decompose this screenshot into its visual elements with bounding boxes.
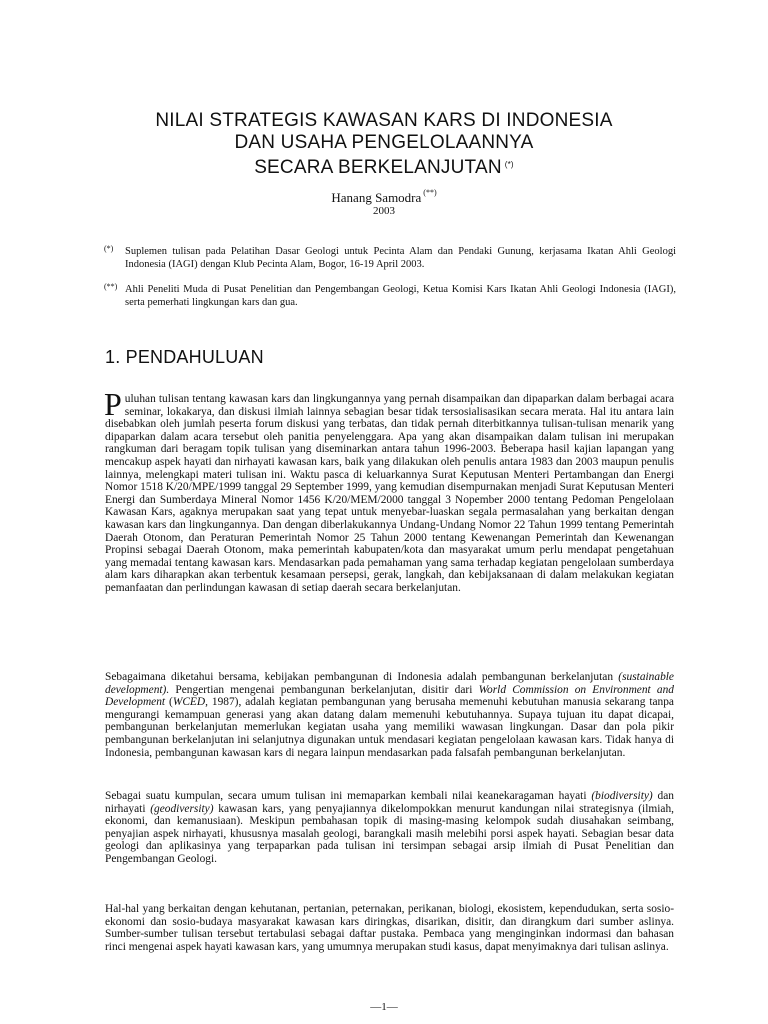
- title-footnote-mark: (*): [504, 160, 514, 169]
- paragraph-3: [105, 790, 674, 866]
- paragraph-3-italic-term: (biodiversity): [591, 790, 653, 802]
- paragraph-2-segment: (: [169, 696, 173, 709]
- paragraph-4-text: Hal-hal yang berkaitan dengan kehutanan, pertanian, peternakan, perikanan, biologi, ekosistem, kependudukan, serta sosio-ekonomi dan sosio-budaya masyarakat kawasan kars diringkas, disarikan, disitir, dan dirangkum dari sumber aslinya. Sumber-sumber tulisan tersebut tertabulasi sebagai daftar pustaka. Pembaca yang menginginkan indormasi dan bahasan rinci mengenai aspek hayati kawasan kars, yang umumnya merupakan studi kasus, dapat menyimaknya dari tulisan aslinya.: [105, 903, 674, 953]
- title-line-3-text: SECARA BERKELANJUTAN: [254, 157, 502, 178]
- paragraph-2-segment: Sebagaimana diketahui bersama, kebijakan pembangunan di Indonesia adalah pembangunan berkelanjutan: [105, 671, 614, 683]
- footnote-1-text: Suplemen tulisan pada Pelatihan Dasar Geologi untuk Pecinta Alam dan Pendaki Gunung, kerjasama Ikatan Ahli Geologi Indonesia (IAGI) dengan Klub Pecinta Alam, Bogor, 16-19 April 2003.: [125, 246, 676, 270]
- footnote-1-mark: (*): [104, 244, 114, 253]
- section-heading: 1. PENDAHULUAN: [105, 347, 264, 367]
- author-name: [0, 188, 768, 206]
- title-line-2: DAN USAHA PENGELOLAANNYA: [234, 132, 534, 153]
- drop-cap: P: [104, 386, 122, 422]
- paragraph-2-segment: , 1987), adalah kegiatan pembangunan yang berusaha memenuhi kebutuhan manusia sekarang tanpa mengurangi kemampuan generasi yang akan datang dalam memenuhi kebutuhannya. Supaya tujuan itu dapat dicapai, pembangunan berkelanjutan memerlukan kegiatan usaha yang memiliki wawasan lingkungan. Dasar dan pola pikir pembangunan berkelanjutan ini selanjutnya digunakan untuk mendasari kegiatan pengelolaan kawasan kars. Tidak hanya di Indonesia, pembangunan kawasan kars di negara lainpun mendasarkan pada falsafah pembangunan berkelanjutan.: [105, 696, 674, 759]
- paragraph-4: [105, 903, 674, 953]
- publication-year: 2003: [373, 205, 395, 217]
- paragraph-1-text: uluhan tulisan tentang kawasan kars dan lingkungannya yang pernah disampaikan dan dipaparkan dalam berbagai acara seminar, lokakarya, dan diskusi ilmiah lainnya sebagian besar tidak tersosialisasikan secara merata. Hal itu antara lain disebabkan oleh jumlah peserta forum diskusi yang terbatas, dan tidak pernah diterbitkannya tulisan-tulisan menarik yang dipaparkan dalam acara tersebut oleh panitia penyelenggara. Apa yang akan disampaikan dalam tulisan ini merupakan rangkuman dari beragam topik tulisan yang diseminarkan antara tahun 1996-2003. Beberapa hasil kajian lapangan yang mencakup aspek hayati dan nirhayati kawasan kars, baik yang dilakukan oleh penulis antara 1983 dan 2003 maupun penulis lainnya, melengkapi materi tulisan ini. Waktu pasca di keluarkannya Surat Keputusan Menteri Pertambangan dan Energi Nomor 1518 K/20/MPE/1999 tanggal 29 September 1999, yang kemudian disempurnakan menjadi Surat Keputusan Menteri Energi dan Sumberdaya Mineral Nomor 1456 K/20/MEM/2000 tanggal 3 Nopember 2000 tentang Pedoman Pengelolaan Kawasan Kars, agaknya merupakan saat yang tepat untuk menyebar-luaskan segala permasalahan yang berkaitan dengan kawasan kars dan lingkungannya. Dan dengan diberlakukannya Undang-Undang Nomor 22 Tahun 1999 tentang Pemerintah Daerah Otonom, dan Peraturan Pemerintah Nomor 25 Tahun 2000 tentang Kewenangan Pemerintah dan Kewenangan Propinsi sebagai Daerah Otonom, maka pemerintah kabupaten/kota dan masyarakat umum perlu mendapat pengetahuan yang memadai tentang kawasan kars. Mendasarkan pada pemahaman yang sama terhadap kegiatan pengelolaan sumberdaya alam kars diharapkan akan terbentuk kesamaan persepsi, gerak, langkah, dan kebijaksanaan di dalam melakukan kegiatan pemanfaatan dan perlindungan kawasan di setiap daerah secara berkelanjutan.: [105, 393, 674, 594]
- footnote-1: [104, 245, 676, 271]
- paragraph-1: [104, 386, 674, 595]
- paragraph-3-segment: dan nirhayati: [105, 790, 674, 815]
- paragraph-2: [105, 671, 674, 759]
- title-line-3: [0, 154, 768, 179]
- footnote-2-text: Ahli Peneliti Muda di Pusat Penelitian dan Pengembangan Geologi, Ketua Komisi Kars Ikatan Ahli Geologi Indonesia (IAGI), serta pemerhati lingkungan kars dan gua.: [125, 284, 676, 308]
- paragraph-2-italic-term: (sustainable development).: [105, 671, 674, 696]
- paragraph-2-italic-term: WCED: [172, 696, 206, 709]
- author-name-text: Hanang Samodra: [331, 190, 422, 205]
- page-number: —1—: [370, 1001, 398, 1013]
- paragraph-2-italic-term: World Commission on Environment and Development: [105, 683, 674, 709]
- paragraph-3-segment: Sebagai suatu kumpulan, secara umum tulisan ini memaparkan kembali nilai keanekaragaman hayati: [105, 790, 587, 802]
- title-line-1: NILAI STRATEGIS KAWASAN KARS DI INDONESIA: [155, 110, 613, 131]
- paragraph-2-segment: Pengertian mengenai pembangunan berkelanjutan, disitir dari: [175, 683, 473, 696]
- footnote-2-mark: (**): [104, 282, 118, 291]
- author-footnote-mark: (**): [423, 188, 437, 197]
- footnote-2: [104, 283, 676, 309]
- paragraph-3-italic-term: (geodiversity): [150, 802, 214, 815]
- paragraph-3-segment: kawasan kars, yang penyajiannya dikelompokkan menurut kandungan nilai strategisnya (ilmiah, ekonomi, dan kemanusiaan). Meskipun pembahasan topik di masing-masing kelompok sudah diusahakan seimbang, penyajian aspek nirhayati, khususnya masalah geologi, barangkali masih melebihi porsi aspek hayati. Sebagian besar data geologi dan aplikasinya yang terpaparkan pada tulisan ini tersimpan sebagai arsip ilmiah di Pusat Penelitian dan Pengembangan Geologi.: [105, 802, 675, 865]
